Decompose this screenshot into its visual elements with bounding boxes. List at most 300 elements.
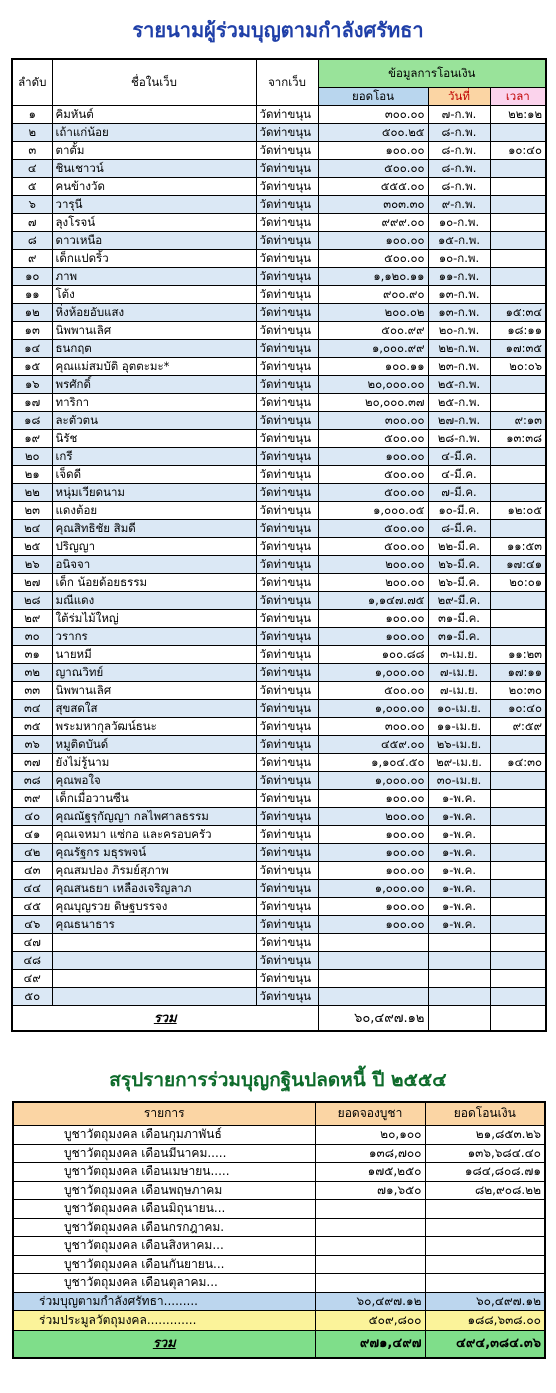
cell-name [52, 970, 256, 988]
cell-amount: ๑,๑๔๗.๗๕ [318, 592, 428, 610]
cell-time [490, 232, 546, 250]
table-row [12, 196, 546, 214]
cell-no: ๔ [12, 160, 52, 178]
cell-amount: ๓๐๓.๓๐ [318, 196, 428, 214]
cell-amount: ๕๐๐.๐๐ [318, 538, 428, 556]
header-name: ชื่อในเว็บ [52, 59, 256, 106]
cell-from: วัดท่าขนุน [256, 466, 318, 484]
cell-name: ญาณวิทย์ [52, 664, 256, 682]
cell-date [428, 952, 490, 970]
summary-cell-pledge: ๑๗๕,๒๕๐ [315, 1163, 425, 1182]
table-row [12, 808, 546, 826]
summary-cell-item: บูชาวัตถุมงคล เดือนกุมภาพันธ์ [13, 1126, 315, 1145]
cell-date: ๒๗-ก.พ. [428, 412, 490, 430]
table-row [12, 178, 546, 196]
cell-date: ๔-มี.ค. [428, 448, 490, 466]
cell-time: ๑๐:๔๐ [490, 700, 546, 718]
cell-from: วัดท่าขนุน [256, 844, 318, 862]
cell-date: ๑-พ.ค. [428, 880, 490, 898]
list-item [13, 1126, 545, 1145]
cell-from: วัดท่าขนุน [256, 502, 318, 520]
cell-time [490, 970, 546, 988]
cell-from: วัดท่าขนุน [256, 286, 318, 304]
donor-table [11, 58, 547, 1032]
cell-from: วัดท่าขนุน [256, 196, 318, 214]
cell-amount: ๒๐๐.๐๐ [318, 808, 428, 826]
cell-no: ๓ [12, 142, 52, 160]
cell-time [490, 160, 546, 178]
cell-from: วัดท่าขนุน [256, 592, 318, 610]
cell-name: นิพพานเลิศ [52, 682, 256, 700]
cell-amount: ๒๐,๐๐๐.๐๐ [318, 376, 428, 394]
cell-no: ๑๗ [12, 394, 52, 412]
cell-amount: ๓๐๐.๐๐ [318, 718, 428, 736]
table-row [12, 826, 546, 844]
table-row [12, 754, 546, 772]
cell-time [490, 178, 546, 196]
cell-amount: ๑,๐๐๐.๙๙ [318, 340, 428, 358]
table-row [12, 466, 546, 484]
cell-from: วัดท่าขนุน [256, 160, 318, 178]
cell-date: ๒๐-ก.พ. [428, 322, 490, 340]
cell-amount: ๑๐๐.๐๐ [318, 862, 428, 880]
cell-date: ๗-ก.พ. [428, 106, 490, 124]
table-row [12, 898, 546, 916]
header-time: เวลา [490, 88, 546, 106]
summary-cell-transfer [425, 1274, 545, 1293]
table-row [12, 520, 546, 538]
cell-amount: ๔๕๙.๐๐ [318, 736, 428, 754]
cell-amount: ๑๐๐.๐๐ [318, 232, 428, 250]
cell-date: ๑๑-เม.ย. [428, 718, 490, 736]
table-row [12, 880, 546, 898]
cell-no: ๒๒ [12, 484, 52, 502]
cell-from: วัดท่าขนุน [256, 178, 318, 196]
cell-no: ๓๑ [12, 646, 52, 664]
cell-amount: ๑,๐๐๐.๐๐ [318, 880, 428, 898]
cell-time [490, 124, 546, 142]
cell-time [490, 448, 546, 466]
cell-no: ๑๘ [12, 412, 52, 430]
cell-amount: ๒๐,๐๐๐.๓๗ [318, 394, 428, 412]
cell-time [490, 520, 546, 538]
cell-date: ๘-ก.พ. [428, 142, 490, 160]
cell-from: วัดท่าขนุน [256, 142, 318, 160]
cell-name: คุณสิทธิชัย สิมดี [52, 520, 256, 538]
cell-name [52, 988, 256, 1006]
cell-time [490, 772, 546, 790]
cell-amount: ๑๐๐.๐๐ [318, 142, 428, 160]
cell-no: ๒๙ [12, 610, 52, 628]
summary-cell-transfer [425, 1237, 545, 1256]
cell-amount: ๕๐๐.๐๐ [318, 682, 428, 700]
cell-name: คิมหันต์ [52, 106, 256, 124]
cell-name: นิรัช [52, 430, 256, 448]
cell-date [428, 970, 490, 988]
list-item [13, 1218, 545, 1237]
cell-time [490, 592, 546, 610]
cell-from: วัดท่าขนุน [256, 232, 318, 250]
cell-amount: ๑๐๐.๐๐ [318, 916, 428, 934]
cell-amount: ๑๐๐.๐๐ [318, 790, 428, 808]
cell-from: วัดท่าขนุน [256, 412, 318, 430]
summary-cell-pledge [315, 1274, 425, 1293]
cell-name: ลุงโรจน์ [52, 214, 256, 232]
cell-name: คุณสมปอง ภิรมย์สุภาพ [52, 862, 256, 880]
cell-time: ๑๑:๕๓ [490, 538, 546, 556]
cell-time [490, 736, 546, 754]
cell-amount: ๕๐๐.๐๐ [318, 520, 428, 538]
cell-from: วัดท่าขนุน [256, 394, 318, 412]
cell-from: วัดท่าขนุน [256, 916, 318, 934]
cell-no: ๓๓ [12, 682, 52, 700]
cell-time [490, 484, 546, 502]
summary-cell-item: บูชาวัตถุมงคล เดือนกรกฎาคม. [13, 1218, 315, 1237]
cell-amount: ๑๐๐.๐๐ [318, 610, 428, 628]
cell-time: ๙:๕๙ [490, 718, 546, 736]
table-row [12, 970, 546, 988]
list-item [13, 1181, 545, 1200]
cell-amount: ๕๐๐.๙๙ [318, 322, 428, 340]
cell-date: ๒๙-เม.ย. [428, 754, 490, 772]
cell-amount [318, 934, 428, 952]
cell-time [490, 196, 546, 214]
cell-from: วัดท่าขนุน [256, 376, 318, 394]
summary-cell-item: บูชาวัตถุมงคล เดือนพฤษภาคม [13, 1181, 315, 1200]
cell-amount: ๕๕๕.๐๐ [318, 178, 428, 196]
cell-date: ๓๐-เม.ย. [428, 772, 490, 790]
cell-date: ๗-เม.ย. [428, 664, 490, 682]
cell-name: วรากร [52, 628, 256, 646]
cell-name: คุณณัฐรุกัญญา กลไพศาลธรรม [52, 808, 256, 826]
table-row [12, 412, 546, 430]
total-amount: ๖๐,๔๙๗.๑๒ [318, 1006, 428, 1032]
cell-date: ๒๖-มี.ค. [428, 556, 490, 574]
summary-cell-pledge: ๒๐,๑๐๐ [315, 1126, 425, 1145]
cell-no: ๓๕ [12, 718, 52, 736]
cell-date: ๑๓-ก.พ. [428, 304, 490, 322]
summary-cell-transfer [425, 1255, 545, 1274]
cell-from: วัดท่าขนุน [256, 610, 318, 628]
cell-no: ๔๙ [12, 970, 52, 988]
cell-no: ๔๑ [12, 826, 52, 844]
cell-name: แดงต้อย [52, 502, 256, 520]
table-row [12, 700, 546, 718]
cell-name: ดาวเหนือ [52, 232, 256, 250]
cell-date: ๒๕-ก.พ. [428, 394, 490, 412]
cell-name: วารุนี [52, 196, 256, 214]
cell-no: ๕๐ [12, 988, 52, 1006]
summary-header-item: รายการ [13, 1102, 315, 1126]
cell-no: ๓๔ [12, 700, 52, 718]
cell-amount: ๑,๑๐๔.๕๐ [318, 754, 428, 772]
cell-from: วัดท่าขนุน [256, 358, 318, 376]
summary-cell-pledge [315, 1200, 425, 1219]
cell-no: ๑๒ [12, 304, 52, 322]
cell-time [490, 394, 546, 412]
summary-cell-transfer [425, 1218, 545, 1237]
header-date: วันที่ [428, 88, 490, 106]
cell-no: ๑๙ [12, 430, 52, 448]
cell-date: ๑-พ.ค. [428, 862, 490, 880]
cell-date: ๑-พ.ค. [428, 826, 490, 844]
cell-from: วัดท่าขนุน [256, 664, 318, 682]
cell-time: ๒๐:๐๑ [490, 574, 546, 592]
table-row [12, 862, 546, 880]
table-row [12, 376, 546, 394]
summary-cell-transfer: ๒๑,๘๕๓.๒๖ [425, 1126, 545, 1145]
cell-date: ๗-เม.ย. [428, 682, 490, 700]
cell-no: ๕ [12, 178, 52, 196]
cell-name: คุณบุญรวย ดิษฐบรรจง [52, 898, 256, 916]
cell-date: ๑๐-มี.ค. [428, 502, 490, 520]
summary-cell-pledge: ๗๑,๖๕๐ [315, 1181, 425, 1200]
table-row [12, 448, 546, 466]
table-row [12, 160, 546, 178]
cell-from: วัดท่าขนุน [256, 124, 318, 142]
cell-name: โต้ง [52, 286, 256, 304]
table-row [12, 286, 546, 304]
cell-time [490, 826, 546, 844]
table-row [12, 916, 546, 934]
cell-from: วัดท่าขนุน [256, 322, 318, 340]
summary-auction-transfer: ๑๘๘,๖๓๘.๐๐ [425, 1311, 545, 1331]
cell-date: ๑-พ.ค. [428, 916, 490, 934]
cell-no: ๔๗ [12, 934, 52, 952]
cell-date: ๘-ก.พ. [428, 160, 490, 178]
total-label: รวม [12, 1006, 318, 1032]
cell-no: ๑๔ [12, 340, 52, 358]
cell-date: ๑-พ.ค. [428, 790, 490, 808]
summary-cell-pledge [315, 1237, 425, 1256]
cell-date: ๓๑-มี.ค. [428, 628, 490, 646]
cell-from: วัดท่าขนุน [256, 574, 318, 592]
cell-time [490, 466, 546, 484]
cell-amount: ๕๐๐.๐๐ [318, 160, 428, 178]
cell-name: หิ่งห้อยอับแสง [52, 304, 256, 322]
cell-date: ๔-มี.ค. [428, 466, 490, 484]
cell-no: ๑๓ [12, 322, 52, 340]
summary-cell-item: บูชาวัตถุมงคล เดือนมิถุนายน... [13, 1200, 315, 1219]
cell-name: ปริญญา [52, 538, 256, 556]
cell-amount: ๓๐๐.๐๐ [318, 106, 428, 124]
cell-time [490, 286, 546, 304]
list-item [13, 1144, 545, 1163]
cell-amount: ๒๐๐.๐๐ [318, 574, 428, 592]
cell-no: ๓๗ [12, 754, 52, 772]
cell-name: ทาริกา [52, 394, 256, 412]
table-row [12, 988, 546, 1006]
table-row [12, 772, 546, 790]
cell-name: ภาพ [52, 268, 256, 286]
table-row [12, 124, 546, 142]
cell-from: วัดท่าขนุน [256, 430, 318, 448]
cell-name: คนข้างวัด [52, 178, 256, 196]
summary-cell-item: บูชาวัตถุมงคล เดือนมีนาคม..... [13, 1144, 315, 1163]
table-row [12, 718, 546, 736]
summary-header-pledge: ยอดจองบูชา [315, 1102, 425, 1126]
cell-from: วัดท่าขนุน [256, 826, 318, 844]
summary-cell-transfer: ๑๘๔,๘๐๘.๗๑ [425, 1163, 545, 1182]
cell-time [490, 790, 546, 808]
cell-date: ๑๐-ก.พ. [428, 250, 490, 268]
cell-amount: ๑๐๐.๘๘ [318, 646, 428, 664]
summary-total-label: รวม [13, 1331, 315, 1359]
cell-amount: ๕๐๐.๒๕ [318, 124, 428, 142]
cell-amount: ๑๐๐.๐๐ [318, 898, 428, 916]
table-row [12, 952, 546, 970]
cell-date: ๑๕-ก.พ. [428, 232, 490, 250]
cell-name: หมูติดบันด์ [52, 736, 256, 754]
table-row [12, 250, 546, 268]
summary-total-pledge: ๙๗๑,๔๙๗ [315, 1331, 425, 1359]
cell-name: คุณสนธยา เหลืองเจริญลาภ [52, 880, 256, 898]
cell-from: วัดท่าขนุน [256, 808, 318, 826]
cell-no: ๑๕ [12, 358, 52, 376]
table-row [12, 538, 546, 556]
cell-from: วัดท่าขนุน [256, 880, 318, 898]
cell-amount [318, 970, 428, 988]
cell-name: หนุ่มเวียดนาม [52, 484, 256, 502]
cell-time: ๑๓:๓๘ [490, 430, 546, 448]
cell-no: ๒๔ [12, 520, 52, 538]
cell-amount [318, 952, 428, 970]
cell-no: ๓๖ [12, 736, 52, 754]
header-transfer-group: ข้อมูลการโอนเงิน [318, 59, 546, 88]
cell-name: คุณพอใจ [52, 772, 256, 790]
cell-name: พรศักดิ์ [52, 376, 256, 394]
table-row [12, 394, 546, 412]
table-row [12, 790, 546, 808]
cell-no: ๔๘ [12, 952, 52, 970]
cell-time: ๒๐:๓๐ [490, 682, 546, 700]
table-row [12, 214, 546, 232]
header-from: จากเว็บ [256, 59, 318, 106]
cell-no: ๓๘ [12, 772, 52, 790]
cell-date: ๒๕-ก.พ. [428, 376, 490, 394]
header-amount: ยอดโอน [318, 88, 428, 106]
summary-cell-pledge [315, 1255, 425, 1274]
table-row [12, 556, 546, 574]
cell-name: คุณแม่สมบัติ อุตตะมะ* [52, 358, 256, 376]
cell-no: ๔๐ [12, 808, 52, 826]
cell-amount: ๕๐๐.๐๐ [318, 484, 428, 502]
cell-no: ๑๐ [12, 268, 52, 286]
cell-no: ๘ [12, 232, 52, 250]
cell-time: ๑๗:๓๕ [490, 340, 546, 358]
cell-amount: ๓๐๐.๐๐ [318, 412, 428, 430]
table-row [12, 268, 546, 286]
cell-time [490, 862, 546, 880]
cell-time: ๑๐:๔๐ [490, 142, 546, 160]
cell-from: วัดท่าขนุน [256, 682, 318, 700]
cell-no: ๑๖ [12, 376, 52, 394]
cell-date: ๒๖-มี.ค. [428, 574, 490, 592]
cell-date: ๓๑-มี.ค. [428, 610, 490, 628]
summary-cell-item: บูชาวัตถุมงคล เดือนกันยายน... [13, 1255, 315, 1274]
cell-time [490, 628, 546, 646]
cell-amount: ๑,๐๐๐.๐๐ [318, 664, 428, 682]
cell-from: วัดท่าขนุน [256, 952, 318, 970]
cell-time [490, 250, 546, 268]
cell-date: ๘-มี.ค. [428, 520, 490, 538]
cell-name: คุณเจหมา แซ่กอ และครอบครัว [52, 826, 256, 844]
cell-from: วัดท่าขนุน [256, 250, 318, 268]
cell-time [490, 880, 546, 898]
summary-cell-transfer: ๘๒,๙๐๘.๒๒ [425, 1181, 545, 1200]
cell-date: ๑-พ.ค. [428, 808, 490, 826]
cell-name: ตาตั้ม [52, 142, 256, 160]
summary-auction-pledge: ๕๐๙,๘๐๐ [315, 1311, 425, 1331]
summary-cell-pledge: ๑๓๘,๗๐๐ [315, 1144, 425, 1163]
summary-cell-transfer: ๑๓๖,๖๘๔.๔๐ [425, 1144, 545, 1163]
cell-from: วัดท่าขนุน [256, 520, 318, 538]
cell-from: วัดท่าขนุน [256, 790, 318, 808]
table-row [12, 574, 546, 592]
cell-from: วัดท่าขนุน [256, 448, 318, 466]
cell-amount: ๑,๑๒๐.๑๑ [318, 268, 428, 286]
table-row [12, 430, 546, 448]
cell-no: ๔๓ [12, 862, 52, 880]
cell-date: ๑๐-ก.พ. [428, 214, 490, 232]
cell-from: วัดท่าขนุน [256, 268, 318, 286]
cell-date: ๑๐-เม.ย. [428, 700, 490, 718]
cell-date: ๒๖-เม.ย. [428, 736, 490, 754]
cell-date: ๘-ก.พ. [428, 178, 490, 196]
cell-time [490, 808, 546, 826]
cell-name [52, 934, 256, 952]
cell-amount: ๑,๐๐๐.๐๐ [318, 772, 428, 790]
cell-amount: ๑๐๐.๑๑ [318, 358, 428, 376]
cell-no: ๑ [12, 106, 52, 124]
cell-time: ๙:๑๓ [490, 412, 546, 430]
cell-date: ๒๒-มี.ค. [428, 538, 490, 556]
summary-title: สรุปรายการร่วมบุญกฐินปลดหนี้ ปี ๒๕๕๔ [109, 1069, 447, 1091]
list-item [13, 1237, 545, 1256]
cell-amount: ๒๐๐.๐๒ [318, 304, 428, 322]
cell-no: ๒๖ [12, 556, 52, 574]
cell-time: ๑๑:๒๓ [490, 646, 546, 664]
table-row [12, 358, 546, 376]
page-title: รายนามผู้ร่วมบุญตามกำลังศรัทธา [132, 18, 424, 42]
cell-from: วัดท่าขนุน [256, 646, 318, 664]
cell-time: ๒๐:๐๖ [490, 358, 546, 376]
table-row [12, 682, 546, 700]
cell-no: ๗ [12, 214, 52, 232]
cell-amount: ๒๐๐.๐๐ [318, 556, 428, 574]
cell-amount: ๕๐๐.๐๐ [318, 430, 428, 448]
cell-time [490, 988, 546, 1006]
cell-name: เถ้าแก่น้อย [52, 124, 256, 142]
cell-date: ๓-เม.ย. [428, 646, 490, 664]
cell-date: ๒๒-ก.พ. [428, 340, 490, 358]
cell-date: ๒๙-มี.ค. [428, 592, 490, 610]
cell-no: ๔๖ [12, 916, 52, 934]
table-row [12, 736, 546, 754]
table-row [12, 628, 546, 646]
summary-cell-item: บูชาวัตถุมงคล เดือนเมษายน..... [13, 1163, 315, 1182]
cell-date: ๑๓-ก.พ. [428, 286, 490, 304]
total-empty-date [428, 1006, 490, 1032]
cell-amount [318, 988, 428, 1006]
cell-time: ๑๘:๑๑ [490, 322, 546, 340]
cell-name: เด็กเมื่อวานซืน [52, 790, 256, 808]
cell-name: เกรี [52, 448, 256, 466]
cell-amount: ๑,๐๐๐.๐๐ [318, 700, 428, 718]
cell-no: ๒๓ [12, 502, 52, 520]
cell-no: ๒ [12, 124, 52, 142]
cell-name: ใต้ร่มไม้ใหญ่ [52, 610, 256, 628]
